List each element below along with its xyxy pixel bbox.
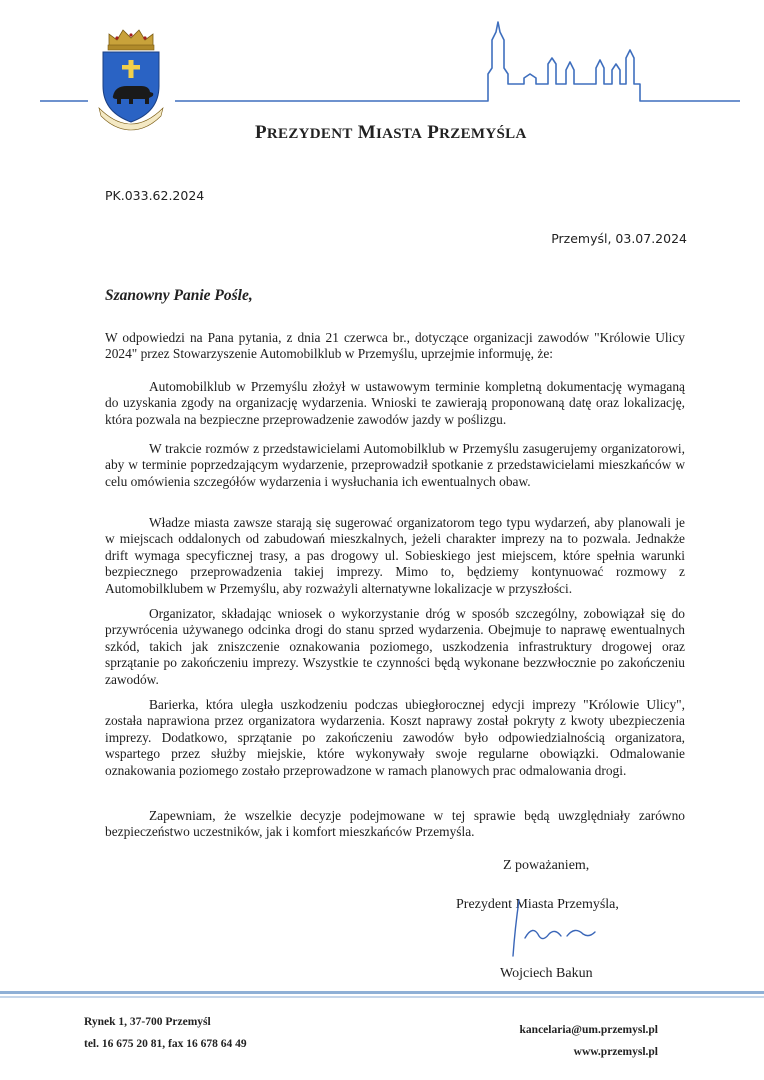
paragraph-intro: W odpowiedzi na Pana pytania, z dnia 21 czerwca br., dotyczące organizacji zawodów "Królowie Ulicy 2024" przez Stowarzyszenie Automobilklub w Przemyślu, uprzejmie informuję, że: (105, 330, 685, 362)
salutation: Szanowny Panie Pośle, (105, 287, 253, 304)
paragraph-location: Władze miasta zawsze starają się sugerować organizatorom tego typu wydarzeń, aby planowali je w miejscach oddalonych od zabudowań mieszkalnych, jeżeli charakter imprezy na to pozwala. Jednakże drift wymaga specyficznej trasy, a pas drogowy ul. Sobieskiego jest miejscem, które spełnia warunki bezpiecznego przeprowadzenia takiej imprezy. Mimo to, będziemy kontynuować rozmowy z Automobilklubem w Przemyślu, aby rozważyli alternatywne lokalizacje w przyszłości. (105, 515, 685, 596)
paragraph-residents-meeting: W trakcie rozmów z przedstawicielami Automobilklub w Przemyślu zasugerujemy organizatorowi, aby w terminie poprzedzającym wydarzenie, przeprowadził spotkanie z przedstawicielami mieszkańców w celu omówienia szczegółów wydarzenia i wysłuchania ich ewentualnych obaw. (105, 441, 685, 489)
footer-address: Rynek 1, 37-700 Przemyśl (84, 1016, 211, 1028)
closing-phrase: Z poważaniem, (503, 858, 590, 873)
paragraph-assurance: Zapewniam, że wszelkie decyzje podejmowane w tej sprawie będą uwzględniały zarówno bezpieczeństwo uczestników, jak i komfort mieszkańców Przemyśla. (105, 808, 685, 840)
footer-email: kancelaria@um.przemysl.pl (519, 1024, 658, 1036)
office-title: PREZYDENT MIASTA PRZEMYŚLA (255, 122, 527, 143)
signatory-name: Wojciech Bakun (500, 966, 593, 981)
paragraph-road-restoration: Organizator, składając wniosek o wykorzystanie dróg w sposób szczególny, zobowiązał się do przywrócenia używanego odcinka drogi do stanu sprzed wydarzenia. Obejmuje to naprawę ewentualnych szkód, takich jak zniszczenie oznakowania poziomego, uszkodzenia infrastruktury drogowej oraz sprzątanie po zakończeniu imprezy. Wszystkie te czynności będą wykonane bezzwłocznie po zakończeniu zawodów. (105, 606, 685, 687)
paragraph-barrier-repair: Barierka, która uległa uszkodzeniu podczas ubiegłorocznej edycji imprezy "Królowie Ulicy", została naprawiona przez organizatora wydarzenia. Koszt naprawy został pokryty z kwoty ubezpieczenia imprezy. Dodatkowo, sprzątanie po zakończeniu zawodów było odpowiedzialnością organizatora, wspartego przez służby miejskie, które wykonywały swoje regularne obowiązki. Odmalowanie oznakowania poziomego zostało przeprowadzone w ramach planowych prac odmalowania drogi. (105, 697, 685, 778)
place-and-date: Przemyśl, 03.07.2024 (551, 231, 687, 246)
footer-phone: tel. 16 675 20 81, fax 16 678 64 49 (84, 1038, 247, 1050)
footer-rule (0, 991, 764, 994)
footer-website: www.przemysl.pl (573, 1046, 658, 1058)
footer-contact-right (520, 1019, 658, 1063)
reference-number: PK.033.62.2024 (105, 188, 205, 203)
footer-contact-left (84, 1011, 247, 1055)
signatory-title: Prezydent Miasta Przemyśla, (456, 897, 619, 912)
city-crest-emblem (95, 24, 167, 132)
footer-rule-secondary (0, 996, 764, 998)
paragraph-documentation: Automobilklub w Przemyślu złożył w ustawowym terminie kompletną dokumentację wymaganą do uzyskania zgody na organizację wydarzenia. Wnioski te zawierają proponowaną datę oraz lokalizację, która pozwala na bezpieczne przeprowadzenie zawodów jazdy w poślizgu. (105, 379, 685, 427)
handwritten-signature (495, 898, 605, 958)
